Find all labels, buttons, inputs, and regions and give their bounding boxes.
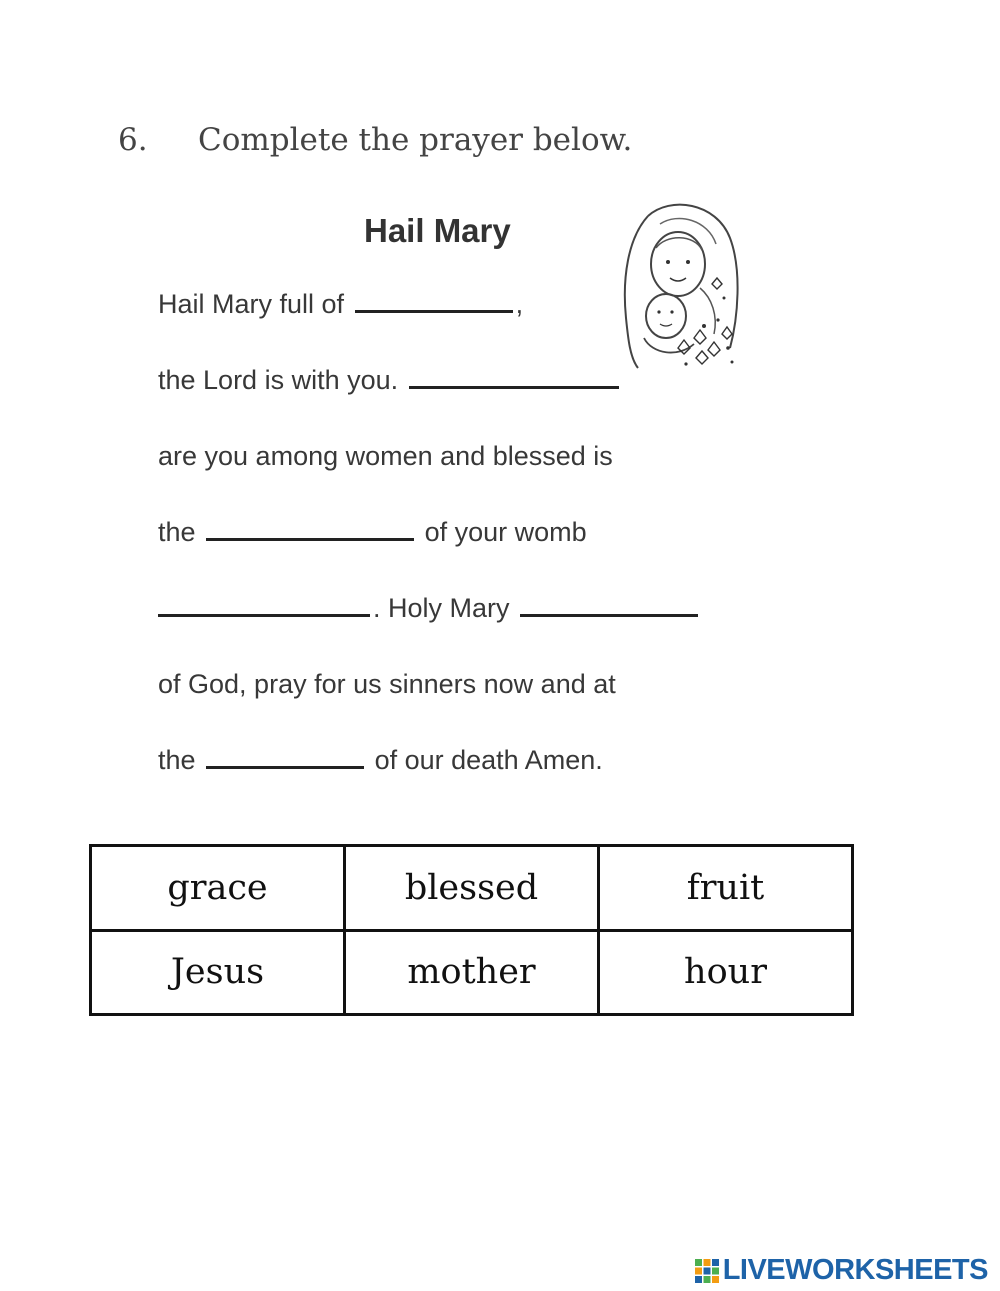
word-bank-row [91,930,853,1015]
liveworksheets-logo [695,1254,988,1287]
prayer-text: , [515,289,524,319]
prayer-text: Hail Mary full of [158,289,345,319]
answer-blank-2[interactable] [409,364,619,389]
word-bank-word: hour [599,930,853,1015]
question-instruction: Complete the prayer below. [198,122,633,158]
word-bank-row [91,846,853,931]
word-bank-word: Jesus [91,930,345,1015]
word-bank-word: fruit [599,846,853,931]
prayer-line-3 [158,439,613,473]
mary-and-child-illustration [608,198,746,374]
prayer-line-1 [158,287,523,321]
answer-blank-6[interactable] [206,744,364,769]
prayer-text: of your womb [424,517,587,547]
answer-blank-5[interactable] [520,592,698,617]
word-bank-word: mother [345,930,599,1015]
prayer-line-2 [158,363,622,397]
prayer-line-6 [158,667,616,701]
liveworksheets-logo-icon [695,1259,719,1283]
word-bank-word: grace [91,846,345,931]
prayer-text: the Lord is with you. [158,365,399,395]
prayer-text: of our death Amen. [374,745,603,775]
prayer-text: the [158,517,196,547]
answer-blank-3[interactable] [206,516,414,541]
prayer-line-5 [158,591,701,625]
prayer-text: . Holy Mary [373,593,510,623]
liveworksheets-brand: LIVEWORKSHEETS [722,1254,988,1286]
prayer-text: are you among women and blessed is [158,441,613,471]
question-header [118,122,632,158]
prayer-line-4 [158,515,587,549]
answer-blank-1[interactable] [355,288,513,313]
question-number: 6. [118,122,148,158]
prayer-text: of God, pray for us sinners now and at [158,669,616,699]
word-bank-word: blessed [345,846,599,931]
prayer-line-7 [158,743,603,777]
prayer-title: Hail Mary [364,212,511,249]
answer-blank-4[interactable] [158,592,370,617]
word-bank-table [89,844,854,1016]
prayer-text: the [158,745,196,775]
